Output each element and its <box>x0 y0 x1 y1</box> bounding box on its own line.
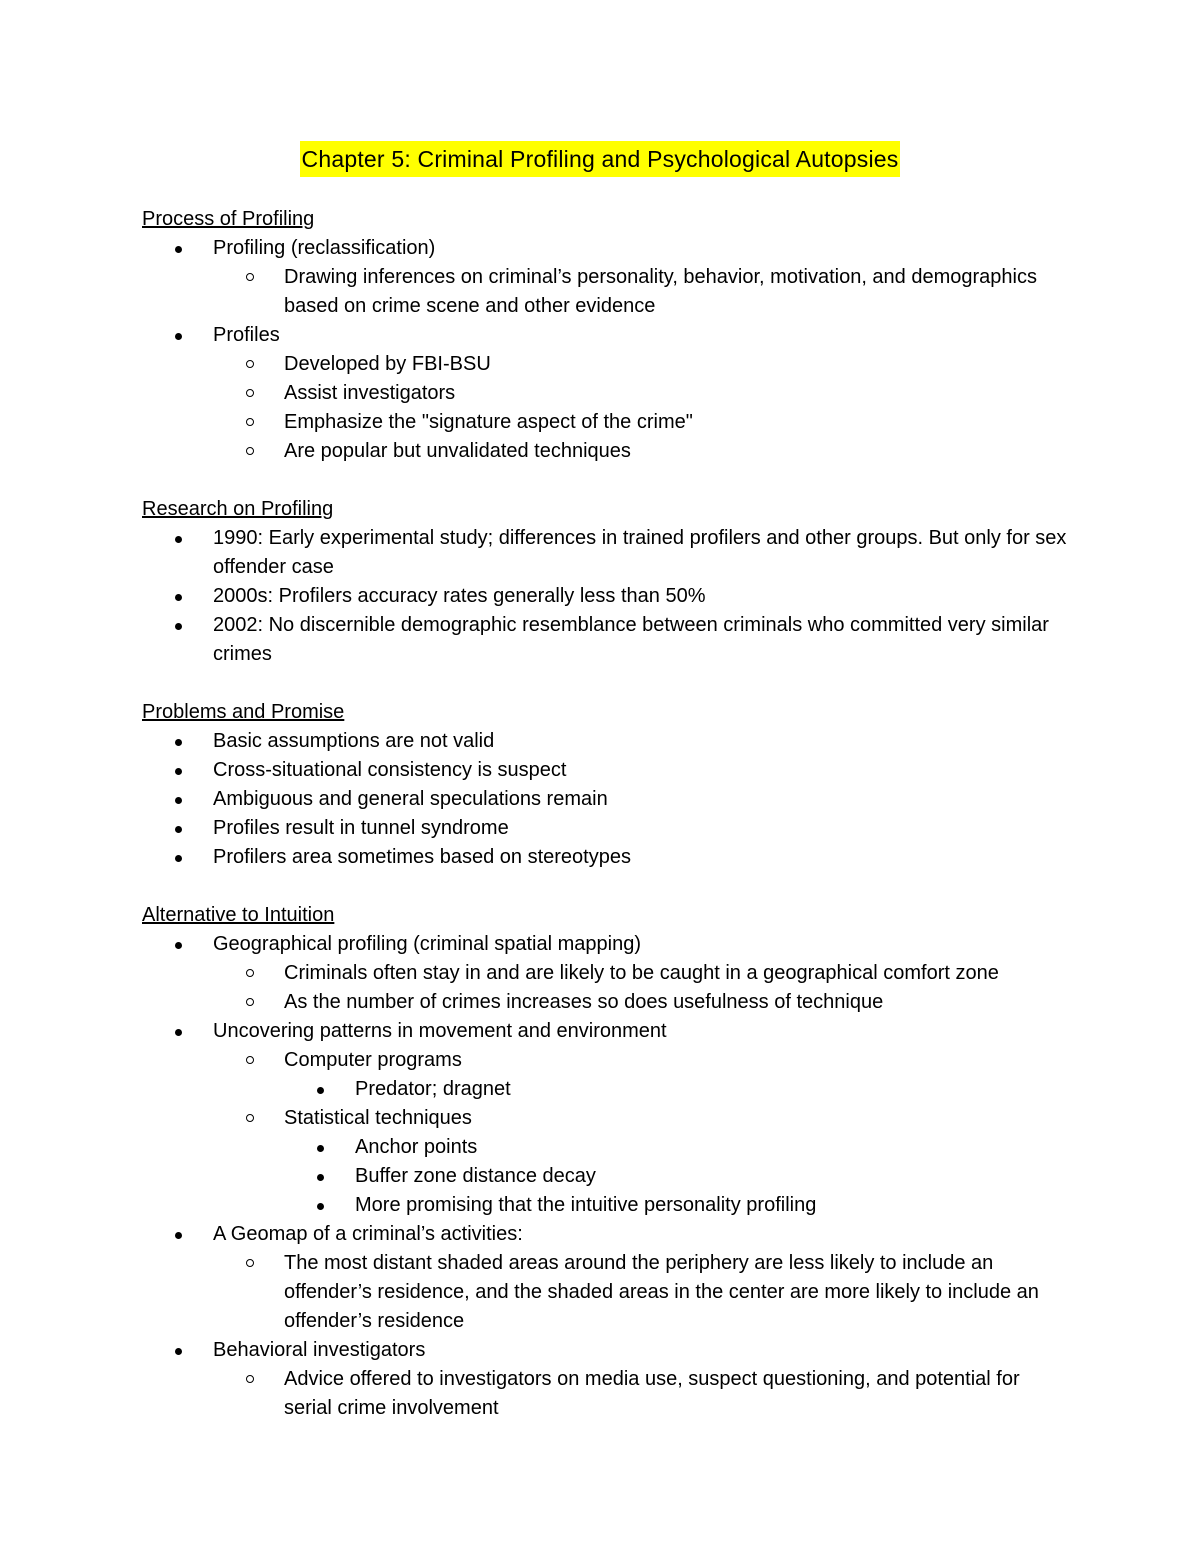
list-item-text: Profiling (reclassification) <box>213 237 436 259</box>
bullet-list-level-3 <box>213 1075 1072 1104</box>
list-item-text: Developed by FBI-BSU <box>284 353 491 375</box>
bullet-list-level-2 <box>142 1365 1072 1423</box>
list-item-text: Basic assumptions are not valid <box>213 730 495 752</box>
section-heading: Alternative to Intuition <box>142 904 335 926</box>
list-item <box>142 234 1072 321</box>
hollow-bullet-icon <box>246 389 254 397</box>
list-item-text: 2000s: Profilers accuracy rates generally less than 50% <box>213 585 706 607</box>
list-item <box>213 263 1072 321</box>
bullet-icon <box>317 1203 324 1210</box>
list-item <box>142 1017 1072 1220</box>
bullet-list-level-1 <box>142 524 1072 669</box>
list-item-text: 2002: No discernible demographic resemblance between criminals who committed very similar crimes <box>213 614 1049 665</box>
bullet-icon <box>175 594 182 601</box>
hollow-bullet-icon <box>246 998 254 1006</box>
title-container <box>0 141 1200 177</box>
list-item-text: Uncovering patterns in movement and environment <box>213 1020 667 1042</box>
bullet-icon <box>175 536 182 543</box>
list-item <box>142 930 1072 1017</box>
bullet-icon <box>317 1145 324 1152</box>
list-item <box>142 814 1072 843</box>
list-item <box>142 582 1072 611</box>
list-item <box>213 988 1072 1017</box>
list-item-text: Criminals often stay in and are likely to be caught in a geographical comfort zone <box>284 962 999 984</box>
list-item <box>284 1162 1072 1191</box>
bullet-icon <box>175 855 182 862</box>
hollow-bullet-icon <box>246 1259 254 1267</box>
bullet-list-level-1 <box>142 930 1072 1423</box>
list-item <box>284 1191 1072 1220</box>
list-item <box>284 1075 1072 1104</box>
bullet-list-level-2 <box>142 350 1072 466</box>
list-item-text: Profiles result in tunnel syndrome <box>213 817 509 839</box>
list-item-text: Statistical techniques <box>284 1107 472 1129</box>
list-item <box>213 437 1072 466</box>
list-item-text: Cross-situational consistency is suspect <box>213 759 567 781</box>
list-item-text: Ambiguous and general speculations remain <box>213 788 608 810</box>
hollow-bullet-icon <box>246 273 254 281</box>
bullet-icon <box>175 942 182 949</box>
bullet-list-level-2 <box>142 263 1072 321</box>
list-item-text: Assist investigators <box>284 382 456 404</box>
list-item-text: A Geomap of a criminal’s activities: <box>213 1223 523 1245</box>
bullet-list-level-2 <box>142 1249 1072 1336</box>
bullet-icon <box>175 246 182 253</box>
bullet-list-level-1 <box>142 727 1072 872</box>
list-item <box>142 1220 1072 1336</box>
hollow-bullet-icon <box>246 1375 254 1383</box>
hollow-bullet-icon <box>246 360 254 368</box>
list-item-text: Profiles <box>213 324 280 346</box>
list-item <box>142 843 1072 872</box>
list-item-text: Emphasize the "signature aspect of the crime" <box>284 411 693 433</box>
list-item <box>213 1046 1072 1104</box>
hollow-bullet-icon <box>246 969 254 977</box>
list-item <box>213 1104 1072 1220</box>
list-item <box>213 959 1072 988</box>
bullet-icon <box>175 1029 182 1036</box>
bullet-icon <box>317 1174 324 1181</box>
list-item-text: Are popular but unvalidated techniques <box>284 440 631 462</box>
section <box>142 205 1072 466</box>
list-item-text: Advice offered to investigators on media use, suspect questioning, and potential for serial crime involvement <box>284 1368 1020 1419</box>
list-item <box>213 408 1072 437</box>
bullet-list-level-1 <box>142 234 1072 466</box>
bullet-icon <box>317 1087 324 1094</box>
list-item <box>213 350 1072 379</box>
list-item-text: The most distant shaded areas around the periphery are less likely to include an offender’s residence, and the shaded areas in the center are more likely to include an offender’s residence <box>284 1252 1039 1332</box>
list-item <box>213 379 1072 408</box>
bullet-list-level-2 <box>142 959 1072 1017</box>
section <box>142 901 1072 1423</box>
list-item-text: More promising that the intuitive personality profiling <box>355 1194 817 1216</box>
list-item-text: Anchor points <box>355 1136 478 1158</box>
bullet-icon <box>175 333 182 340</box>
list-item <box>284 1133 1072 1162</box>
section-heading: Problems and Promise <box>142 701 345 723</box>
bullet-icon <box>175 623 182 630</box>
list-item-text: Profilers area sometimes based on stereotypes <box>213 846 631 868</box>
hollow-bullet-icon <box>246 1114 254 1122</box>
bullet-list-level-2 <box>142 1046 1072 1220</box>
list-item-text: Predator; dragnet <box>355 1078 511 1100</box>
list-item <box>142 1336 1072 1423</box>
list-item-text: Computer programs <box>284 1049 462 1071</box>
bullet-icon <box>175 826 182 833</box>
bullet-icon <box>175 1348 182 1355</box>
list-item-text: As the number of crimes increases so does usefulness of technique <box>284 991 884 1013</box>
hollow-bullet-icon <box>246 1056 254 1064</box>
list-item <box>213 1249 1072 1336</box>
list-item <box>142 524 1072 582</box>
bullet-icon <box>175 768 182 775</box>
section-heading: Process of Profiling <box>142 208 315 230</box>
document-title: Chapter 5: Criminal Profiling and Psychological Autopsies <box>300 141 901 177</box>
list-item <box>142 785 1072 814</box>
hollow-bullet-icon <box>246 447 254 455</box>
bullet-icon <box>175 739 182 746</box>
list-item-text: Drawing inferences on criminal’s personality, behavior, motivation, and demographics based on crime scene and other evidence <box>284 266 1037 317</box>
section <box>142 698 1072 872</box>
list-item-text: Buffer zone distance decay <box>355 1165 596 1187</box>
bullet-icon <box>175 1232 182 1239</box>
list-item <box>142 321 1072 466</box>
section-heading: Research on Profiling <box>142 498 334 520</box>
list-item-text: Behavioral investigators <box>213 1339 426 1361</box>
document-body <box>142 205 1072 1452</box>
list-item-text: 1990: Early experimental study; differences in trained profilers and other groups. But only for sex offender case <box>213 527 1067 578</box>
list-item <box>213 1365 1072 1423</box>
section <box>142 495 1072 669</box>
bullet-list-level-3 <box>213 1133 1072 1220</box>
list-item <box>142 727 1072 756</box>
bullet-icon <box>175 797 182 804</box>
list-item <box>142 756 1072 785</box>
list-item <box>142 611 1072 669</box>
hollow-bullet-icon <box>246 418 254 426</box>
list-item-text: Geographical profiling (criminal spatial mapping) <box>213 933 641 955</box>
